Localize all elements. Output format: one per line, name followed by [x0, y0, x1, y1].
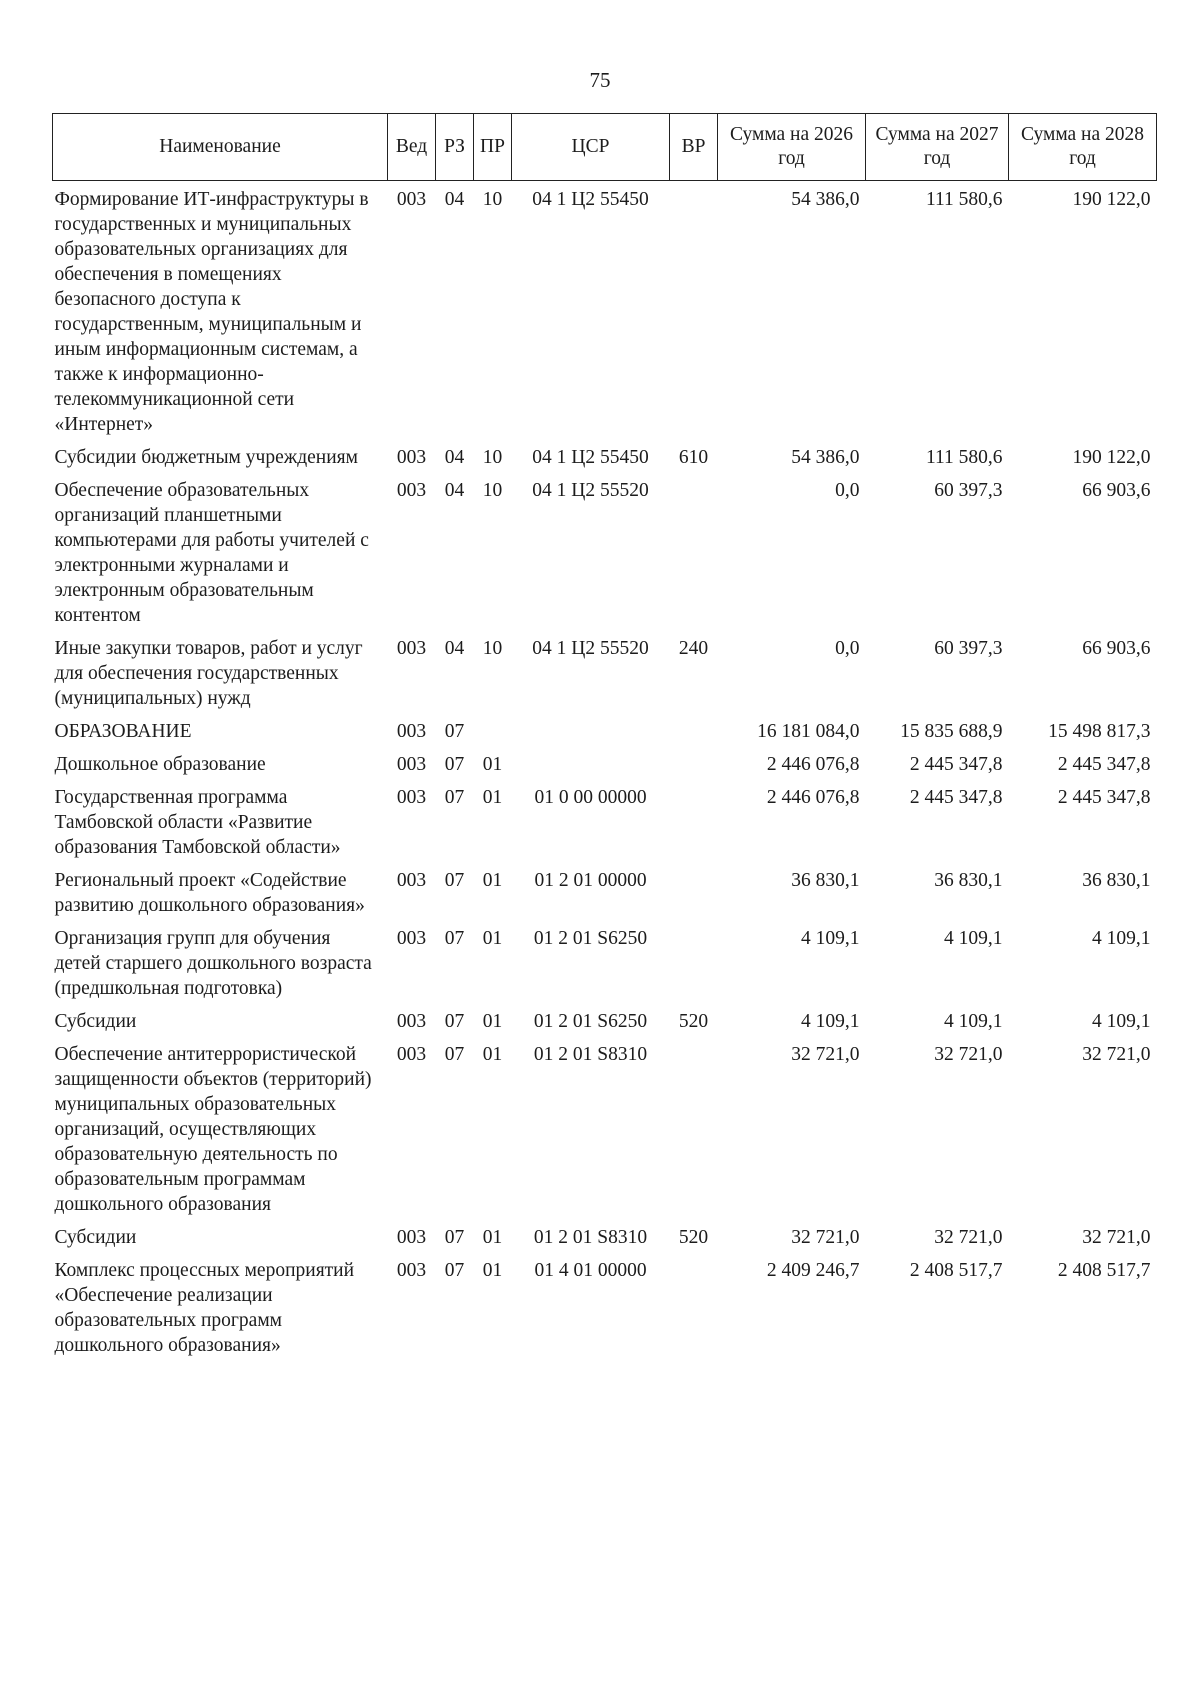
cell-pr: 01 — [482, 754, 503, 775]
cell-csr: 01 0 00 00000 — [534, 787, 647, 808]
table-row — [53, 862, 1157, 920]
cell-sum-2026: 4 109,1 — [801, 1011, 860, 1032]
header-sum-2027: Сумма на 2027 год — [866, 114, 1009, 181]
header-vr: ВР — [670, 114, 718, 181]
table-row — [53, 630, 1157, 713]
cell-pr: 10 — [482, 447, 503, 468]
cell-ved: 003 — [396, 189, 427, 210]
cell-sum-2027: 32 721,0 — [934, 1227, 1003, 1248]
cell-vr — [670, 472, 718, 630]
cell-vr: 520 — [678, 1011, 709, 1032]
table-body — [53, 181, 1157, 1361]
cell-ved: 003 — [396, 870, 427, 891]
cell-ved: 003 — [396, 1011, 427, 1032]
cell-sum-2027: 111 580,6 — [925, 447, 1003, 468]
cell-csr: 01 2 01 S6250 — [533, 928, 648, 949]
cell-name: Государственная программа Тамбовской области «Развитие образования Тамбовской области» — [54, 787, 341, 858]
cell-rz: 07 — [444, 1011, 465, 1032]
header-name: Наименование — [53, 114, 388, 181]
cell-vr — [670, 779, 718, 862]
header-ved: Вед — [388, 114, 436, 181]
cell-rz: 07 — [444, 1227, 465, 1248]
cell-sum-2027: 2 445 347,8 — [909, 754, 1003, 775]
cell-sum-2027: 2 445 347,8 — [909, 787, 1003, 808]
cell-ved: 003 — [396, 1260, 427, 1281]
cell-csr: 04 1 Ц2 55520 — [532, 638, 649, 659]
cell-ved: 003 — [396, 754, 427, 775]
cell-name: Обеспечение образовательных организаций планшетными компьютерами для работы учителей с электронными журналами и электронным образовательным контентом — [54, 480, 369, 626]
cell-ved: 003 — [396, 928, 427, 949]
cell-sum-2026: 0,0 — [835, 638, 860, 659]
cell-csr: 01 4 01 00000 — [534, 1260, 647, 1281]
cell-sum-2028: 36 830,1 — [1082, 870, 1151, 891]
table-row — [53, 1252, 1157, 1360]
cell-sum-2026: 36 830,1 — [791, 870, 860, 891]
cell-name: ОБРАЗОВАНИЕ — [54, 721, 192, 742]
cell-sum-2028: 4 109,1 — [1092, 1011, 1151, 1032]
cell-pr: 10 — [482, 480, 503, 501]
cell-csr: 04 1 Ц2 55450 — [532, 189, 649, 210]
table-row — [53, 713, 1157, 746]
cell-name: Дошкольное образование — [54, 754, 266, 775]
cell-csr: 01 2 01 S8310 — [533, 1044, 648, 1065]
cell-sum-2027: 2 408 517,7 — [909, 1260, 1003, 1281]
cell-sum-2028: 190 122,0 — [1072, 447, 1151, 468]
cell-ved: 003 — [396, 447, 427, 468]
cell-pr: 10 — [482, 189, 503, 210]
cell-sum-2027: 60 397,3 — [934, 638, 1003, 659]
header-sum-2026: Сумма на 2026 год — [718, 114, 866, 181]
cell-name: Региональный проект «Содействие развитию дошкольного образования» — [54, 870, 365, 916]
page-number: 75 — [589, 68, 611, 92]
cell-vr: 610 — [678, 447, 709, 468]
cell-rz: 04 — [444, 480, 465, 501]
cell-ved: 003 — [396, 1227, 427, 1248]
cell-csr: 01 2 01 S6250 — [533, 1011, 648, 1032]
cell-sum-2028: 66 903,6 — [1082, 480, 1151, 501]
cell-vr — [670, 1252, 718, 1360]
table-row — [53, 472, 1157, 630]
cell-sum-2028: 2 445 347,8 — [1057, 754, 1151, 775]
cell-ved: 003 — [396, 1044, 427, 1065]
cell-rz: 07 — [444, 1044, 465, 1065]
cell-sum-2028: 32 721,0 — [1082, 1044, 1151, 1065]
cell-csr: 01 2 01 S8310 — [533, 1227, 648, 1248]
cell-sum-2026: 16 181 084,0 — [757, 721, 860, 742]
cell-sum-2026: 2 409 246,7 — [766, 1260, 860, 1281]
cell-pr: 01 — [482, 1227, 503, 1248]
budget-table — [52, 113, 1157, 1360]
cell-sum-2028: 2 408 517,7 — [1057, 1260, 1151, 1281]
cell-name: Иные закупки товаров, работ и услуг для обеспечения государственных (муниципальных) нужд — [54, 638, 363, 709]
cell-sum-2026: 2 446 076,8 — [766, 787, 860, 808]
cell-sum-2026: 32 721,0 — [791, 1227, 860, 1248]
table-row — [53, 920, 1157, 1003]
cell-vr — [670, 1036, 718, 1219]
cell-rz: 04 — [444, 638, 465, 659]
cell-rz: 04 — [444, 189, 465, 210]
cell-sum-2026: 2 446 076,8 — [766, 754, 860, 775]
cell-pr: 01 — [482, 787, 503, 808]
cell-sum-2028: 4 109,1 — [1092, 928, 1151, 949]
cell-sum-2028: 66 903,6 — [1082, 638, 1151, 659]
cell-rz: 07 — [444, 928, 465, 949]
cell-csr: 04 1 Ц2 55450 — [532, 447, 649, 468]
cell-pr: 01 — [482, 928, 503, 949]
cell-name: Субсидии — [54, 1011, 137, 1032]
cell-sum-2027: 60 397,3 — [934, 480, 1003, 501]
header-rz: РЗ — [436, 114, 474, 181]
cell-vr: 240 — [678, 638, 709, 659]
table-row — [53, 439, 1157, 472]
cell-name: Формирование ИТ-инфраструктуры в государственных и муниципальных образовательных организациях для обеспечения в помещениях безопасного доступа к государственным, муниципальным и иным информационным системам, а также к информационно-телекоммуникационной сети «Интернет» — [54, 189, 369, 435]
cell-pr: 01 — [482, 870, 503, 891]
cell-sum-2027: 36 830,1 — [934, 870, 1003, 891]
cell-ved: 003 — [396, 480, 427, 501]
cell-sum-2027: 111 580,6 — [925, 189, 1003, 210]
cell-vr — [670, 746, 718, 779]
cell-vr — [670, 713, 718, 746]
cell-rz: 07 — [444, 870, 465, 891]
table-row — [53, 1219, 1157, 1252]
cell-sum-2028: 15 498 817,3 — [1048, 721, 1151, 742]
cell-csr: 04 1 Ц2 55520 — [532, 480, 649, 501]
cell-sum-2028: 32 721,0 — [1082, 1227, 1151, 1248]
cell-sum-2026: 54 386,0 — [791, 447, 860, 468]
cell-sum-2026: 0,0 — [835, 480, 860, 501]
cell-ved: 003 — [396, 721, 427, 742]
cell-name: Организация групп для обучения детей старшего дошкольного возраста (предшкольная подготовка) — [54, 928, 372, 999]
cell-name: Субсидии — [54, 1227, 137, 1248]
cell-sum-2027: 32 721,0 — [934, 1044, 1003, 1065]
cell-rz: 07 — [444, 787, 465, 808]
table-row — [53, 181, 1157, 440]
table-row — [53, 1003, 1157, 1036]
cell-pr: 01 — [482, 1260, 503, 1281]
header-pr: ПР — [474, 114, 512, 181]
cell-name: Обеспечение антитеррористической защищенности объектов (территорий) муниципальных образовательных организаций, осуществляющих образовательную деятельность по образовательным программам дошкольного образования — [54, 1044, 372, 1215]
cell-rz: 04 — [444, 447, 465, 468]
cell-csr — [512, 746, 670, 779]
cell-vr — [670, 862, 718, 920]
cell-rz: 07 — [444, 1260, 465, 1281]
cell-sum-2026: 32 721,0 — [791, 1044, 860, 1065]
cell-pr: 01 — [482, 1044, 503, 1065]
table-row — [53, 746, 1157, 779]
cell-rz: 07 — [444, 721, 465, 742]
table-row — [53, 1036, 1157, 1219]
header-csr: ЦСР — [512, 114, 670, 181]
cell-sum-2026: 4 109,1 — [801, 928, 860, 949]
cell-sum-2028: 2 445 347,8 — [1057, 787, 1151, 808]
cell-sum-2028: 190 122,0 — [1072, 189, 1151, 210]
cell-pr: 10 — [482, 638, 503, 659]
cell-csr — [512, 713, 670, 746]
cell-name: Субсидии бюджетным учреждениям — [54, 447, 358, 468]
cell-vr: 520 — [678, 1227, 709, 1248]
cell-ved: 003 — [396, 638, 427, 659]
cell-ved: 003 — [396, 787, 427, 808]
cell-pr — [474, 713, 512, 746]
cell-name: Комплекс процессных мероприятий «Обеспечение реализации образовательных программ дошкольного образования» — [54, 1260, 355, 1356]
cell-vr — [670, 181, 718, 440]
table-header — [53, 114, 1157, 181]
cell-sum-2026: 54 386,0 — [791, 189, 860, 210]
header-row — [53, 114, 1157, 181]
cell-csr: 01 2 01 00000 — [534, 870, 647, 891]
cell-sum-2027: 4 109,1 — [944, 1011, 1003, 1032]
cell-vr — [670, 920, 718, 1003]
table-row — [53, 779, 1157, 862]
cell-sum-2027: 15 835 688,9 — [900, 721, 1003, 742]
cell-pr: 01 — [482, 1011, 503, 1032]
cell-sum-2027: 4 109,1 — [944, 928, 1003, 949]
cell-rz: 07 — [444, 754, 465, 775]
header-sum-2028: Сумма на 2028 год — [1009, 114, 1157, 181]
